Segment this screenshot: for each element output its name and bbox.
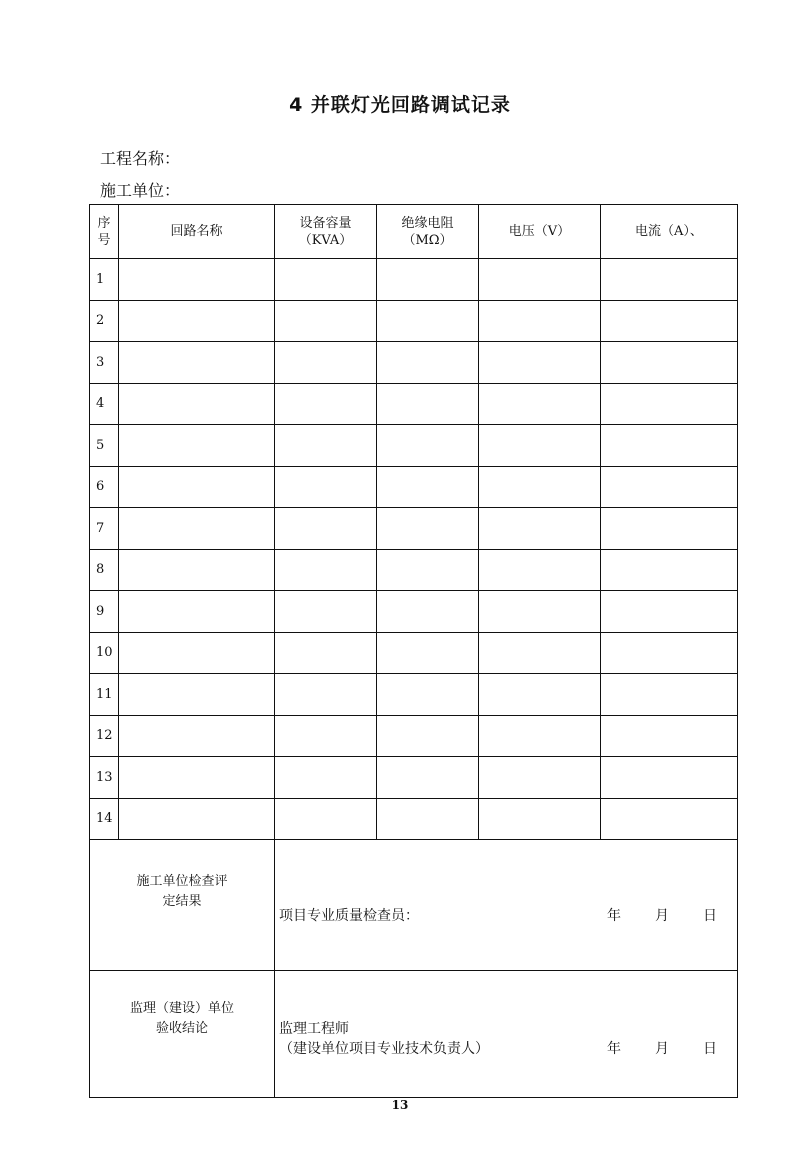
row-index: 8 <box>90 549 119 591</box>
current-cell[interactable] <box>601 342 738 384</box>
capacity-cell[interactable] <box>275 757 377 799</box>
date-month: 月 <box>655 1041 669 1057</box>
capacity-cell[interactable] <box>275 300 377 342</box>
header-voltage: 电压（V） <box>479 205 601 259</box>
construction-check-row <box>90 840 738 971</box>
row-index: 3 <box>90 342 119 384</box>
current-cell[interactable] <box>601 383 738 425</box>
date-day: 日 <box>703 1041 717 1057</box>
capacity-cell[interactable] <box>275 632 377 674</box>
circuit-name-cell[interactable] <box>119 259 275 301</box>
voltage-cell[interactable] <box>479 300 601 342</box>
insulation-cell[interactable] <box>377 549 479 591</box>
capacity-cell[interactable] <box>275 342 377 384</box>
table-row <box>90 342 738 384</box>
circuit-name-cell[interactable] <box>119 508 275 550</box>
voltage-cell[interactable] <box>479 632 601 674</box>
date-year: 年 <box>607 1041 621 1057</box>
insulation-cell[interactable] <box>377 425 479 467</box>
circuit-name-cell[interactable] <box>119 466 275 508</box>
capacity-cell[interactable] <box>275 798 377 840</box>
header-current: 电流（A）、 <box>601 205 738 259</box>
current-cell[interactable] <box>601 715 738 757</box>
table-header-row <box>90 205 738 259</box>
header-capacity-line1: 设备容量 <box>299 215 352 231</box>
header-capacity <box>275 205 377 259</box>
construction-unit-label: 施工单位： <box>100 181 181 200</box>
debug-record-table <box>89 204 738 1098</box>
quality-inspector-label: 项目专业质量检查员： <box>279 908 419 924</box>
voltage-cell[interactable] <box>479 591 601 633</box>
date-year: 年 <box>607 908 621 924</box>
row-index: 14 <box>90 798 119 840</box>
voltage-cell[interactable] <box>479 383 601 425</box>
table-row <box>90 591 738 633</box>
capacity-cell[interactable] <box>275 508 377 550</box>
insulation-cell[interactable] <box>377 798 479 840</box>
insulation-cell[interactable] <box>377 300 479 342</box>
circuit-name-cell[interactable] <box>119 715 275 757</box>
table-row <box>90 798 738 840</box>
circuit-name-cell[interactable] <box>119 674 275 716</box>
current-cell[interactable] <box>601 259 738 301</box>
current-cell[interactable] <box>601 508 738 550</box>
insulation-cell[interactable] <box>377 466 479 508</box>
insulation-cell[interactable] <box>377 508 479 550</box>
voltage-cell[interactable] <box>479 508 601 550</box>
header-insulation-line2: （MΩ） <box>402 232 453 248</box>
row-index: 10 <box>90 632 119 674</box>
table-row <box>90 632 738 674</box>
table-row <box>90 757 738 799</box>
insulation-cell[interactable] <box>377 591 479 633</box>
voltage-cell[interactable] <box>479 425 601 467</box>
table-row <box>90 674 738 716</box>
project-name-label: 工程名称： <box>100 149 181 168</box>
header-seq-line1: 序 <box>97 215 111 231</box>
row-index: 6 <box>90 466 119 508</box>
row-index: 7 <box>90 508 119 550</box>
supervision-acceptance-body <box>275 971 738 1098</box>
current-cell[interactable] <box>601 674 738 716</box>
supervision-acceptance-row <box>90 971 738 1098</box>
header-insulation-line1: 绝缘电阻 <box>401 215 454 231</box>
capacity-cell[interactable] <box>275 259 377 301</box>
voltage-cell[interactable] <box>479 715 601 757</box>
current-cell[interactable] <box>601 798 738 840</box>
voltage-cell[interactable] <box>479 466 601 508</box>
table-row <box>90 425 738 467</box>
circuit-name-cell[interactable] <box>119 342 275 384</box>
construction-check-label-line2: 定结果 <box>162 894 202 909</box>
construction-check-body <box>275 840 738 971</box>
supervision-label-line1: 监理（建设）单位 <box>129 1001 234 1016</box>
supervising-engineer-label: 监理工程师 <box>279 1021 349 1037</box>
table-row <box>90 466 738 508</box>
capacity-cell[interactable] <box>275 715 377 757</box>
circuit-name-cell[interactable] <box>119 798 275 840</box>
circuit-name-cell[interactable] <box>119 549 275 591</box>
row-index: 11 <box>90 674 119 716</box>
table-row <box>90 715 738 757</box>
date-month: 月 <box>655 908 669 924</box>
voltage-cell[interactable] <box>479 757 601 799</box>
capacity-cell[interactable] <box>275 591 377 633</box>
table-row <box>90 549 738 591</box>
circuit-name-cell[interactable] <box>119 300 275 342</box>
insulation-cell[interactable] <box>377 632 479 674</box>
voltage-cell[interactable] <box>479 798 601 840</box>
voltage-cell[interactable] <box>479 674 601 716</box>
circuit-name-cell[interactable] <box>119 757 275 799</box>
header-capacity-line2: （KVA） <box>298 232 353 248</box>
row-index: 9 <box>90 591 119 633</box>
insulation-cell[interactable] <box>377 757 479 799</box>
insulation-cell[interactable] <box>377 259 479 301</box>
header-insulation <box>377 205 479 259</box>
capacity-cell[interactable] <box>275 425 377 467</box>
insulation-cell[interactable] <box>377 715 479 757</box>
capacity-cell[interactable] <box>275 383 377 425</box>
table-row <box>90 383 738 425</box>
circuit-name-cell[interactable] <box>119 591 275 633</box>
row-index: 13 <box>90 757 119 799</box>
table-row <box>90 259 738 301</box>
header-seq-line2: 号 <box>97 232 111 248</box>
supervision-acceptance-label <box>90 971 275 1098</box>
circuit-name-cell[interactable] <box>119 632 275 674</box>
owner-tech-lead-label: （建设单位项目专业技术负责人） <box>279 1041 489 1057</box>
construction-check-label <box>90 840 275 971</box>
voltage-cell[interactable] <box>479 342 601 384</box>
current-cell[interactable] <box>601 300 738 342</box>
row-index: 4 <box>90 383 119 425</box>
table-row <box>90 300 738 342</box>
row-index: 5 <box>90 425 119 467</box>
supervision-label-line2: 验收结论 <box>155 1021 208 1036</box>
current-cell[interactable] <box>601 757 738 799</box>
current-cell[interactable] <box>601 591 738 633</box>
row-index: 12 <box>90 715 119 757</box>
current-cell[interactable] <box>601 466 738 508</box>
capacity-cell[interactable] <box>275 466 377 508</box>
circuit-name-cell[interactable] <box>119 425 275 467</box>
construction-check-label-line1: 施工单位检查评 <box>136 874 228 889</box>
current-cell[interactable] <box>601 632 738 674</box>
construction-check-date <box>607 906 717 926</box>
page-title: 4 并联灯光回路调试记录 <box>289 94 511 116</box>
circuit-name-cell[interactable] <box>119 383 275 425</box>
voltage-cell[interactable] <box>479 549 601 591</box>
header-circuit-name: 回路名称 <box>119 205 275 259</box>
row-index: 2 <box>90 300 119 342</box>
capacity-cell[interactable] <box>275 549 377 591</box>
insulation-cell[interactable] <box>377 342 479 384</box>
voltage-cell[interactable] <box>479 259 601 301</box>
current-cell[interactable] <box>601 425 738 467</box>
insulation-cell[interactable] <box>377 674 479 716</box>
date-day: 日 <box>703 908 717 924</box>
page-number: 13 <box>391 1098 409 1112</box>
current-cell[interactable] <box>601 549 738 591</box>
insulation-cell[interactable] <box>377 383 479 425</box>
header-seq <box>90 205 119 259</box>
table-row <box>90 508 738 550</box>
row-index: 1 <box>90 259 119 301</box>
supervision-date <box>607 1039 717 1059</box>
capacity-cell[interactable] <box>275 674 377 716</box>
